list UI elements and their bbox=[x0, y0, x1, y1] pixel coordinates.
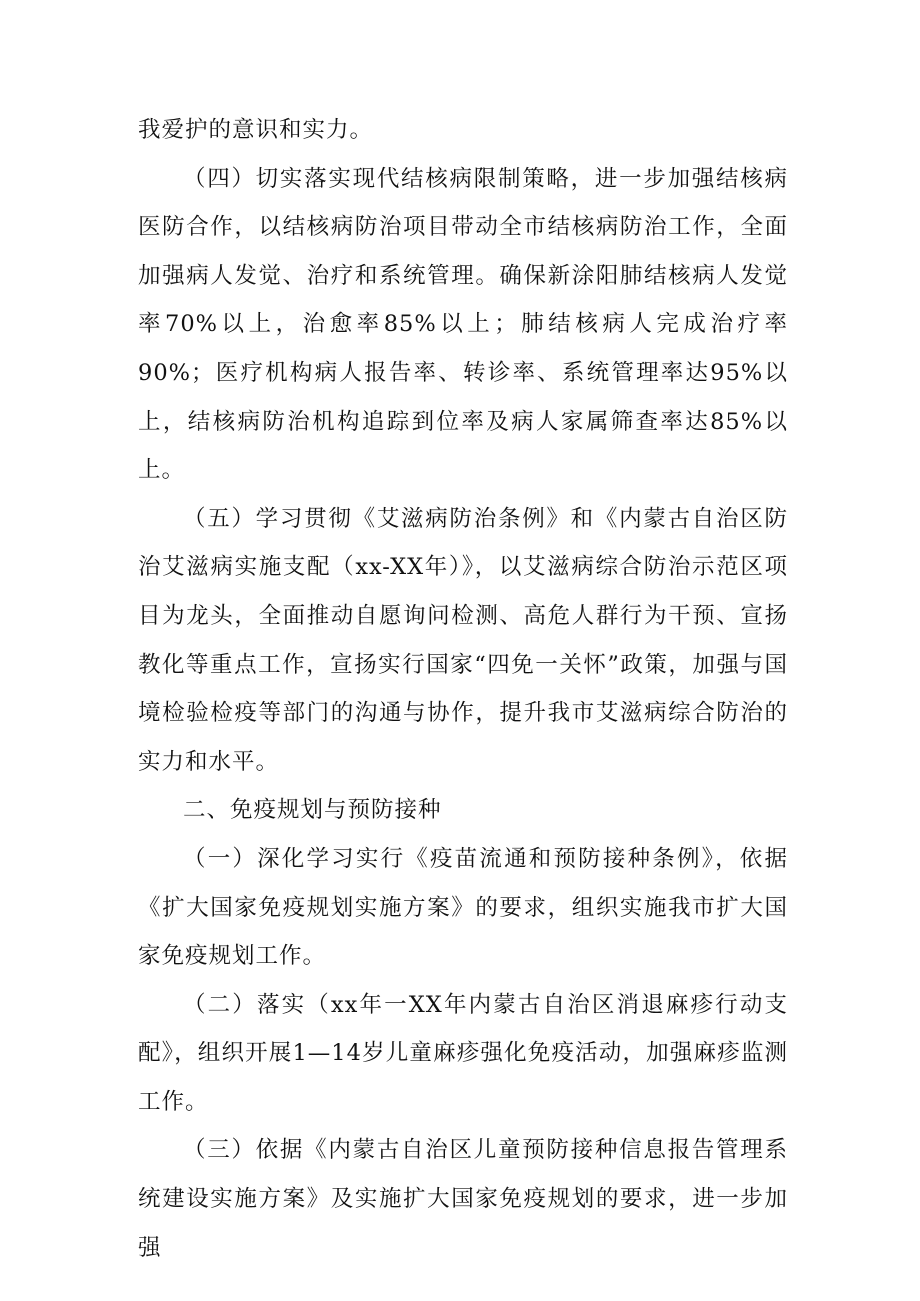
paragraph-continuation: 我爱护的意识和实力。 bbox=[138, 117, 374, 143]
document-body bbox=[138, 106, 788, 1272]
heading-immunization-planning: 二、免疫规划与预防接种 bbox=[183, 797, 442, 824]
paragraph-immunization-2: （二）落实（xx年一XX年内蒙古自治区消退麻疹行动支配》，组织开展1—14岁儿童麻疹强化免疫活动，加强麻疹监测工作。 bbox=[138, 991, 788, 1115]
paragraph-immunization-3: （三）依据《内蒙古自治区儿童预防接种信息报告管理系统建设实施方案》及实施扩大国家免疫规划的要求，进一步加强 bbox=[138, 1137, 788, 1261]
paragraph-immunization-1: （一）深化学习实行《疫苗流通和预防接种条例》，依据《扩大国家免疫规划实施方案》的要求，组织实施我市扩大国家免疫规划工作。 bbox=[138, 845, 788, 970]
paragraph-section-5-aids: （五）学习贯彻《艾滋病防治条例》和《内蒙古自治区防治艾滋病实施支配（xx-XX年）》，以艾滋病综合防治示范区项目为龙头，全面推动自愿询问检测、高危人群行为干预、宣扬教化等重点工作，宣扬实行国家“四免一关怀”政策，加强与国境检验检疫等部门的沟通与协作，提升我市艾滋病综合防治的实力和水平。 bbox=[138, 505, 788, 775]
paragraph-section-4-tuberculosis: （四）切实落实现代结核病限制策略，进一步加强结核病医防合作，以结核病防治项目带动全市结核病防治工作，全面加强病人发觉、治疗和系统管理。确保新涂阳肺结核病人发觉率70%以上，治愈率85%以上；肺结核病人完成治疗率90%；医疗机构病人报告率、转诊率、系统管理率达95%以上，结核病防治机构追踪到位率及病人家属筛查率达85%以上。 bbox=[138, 165, 788, 484]
